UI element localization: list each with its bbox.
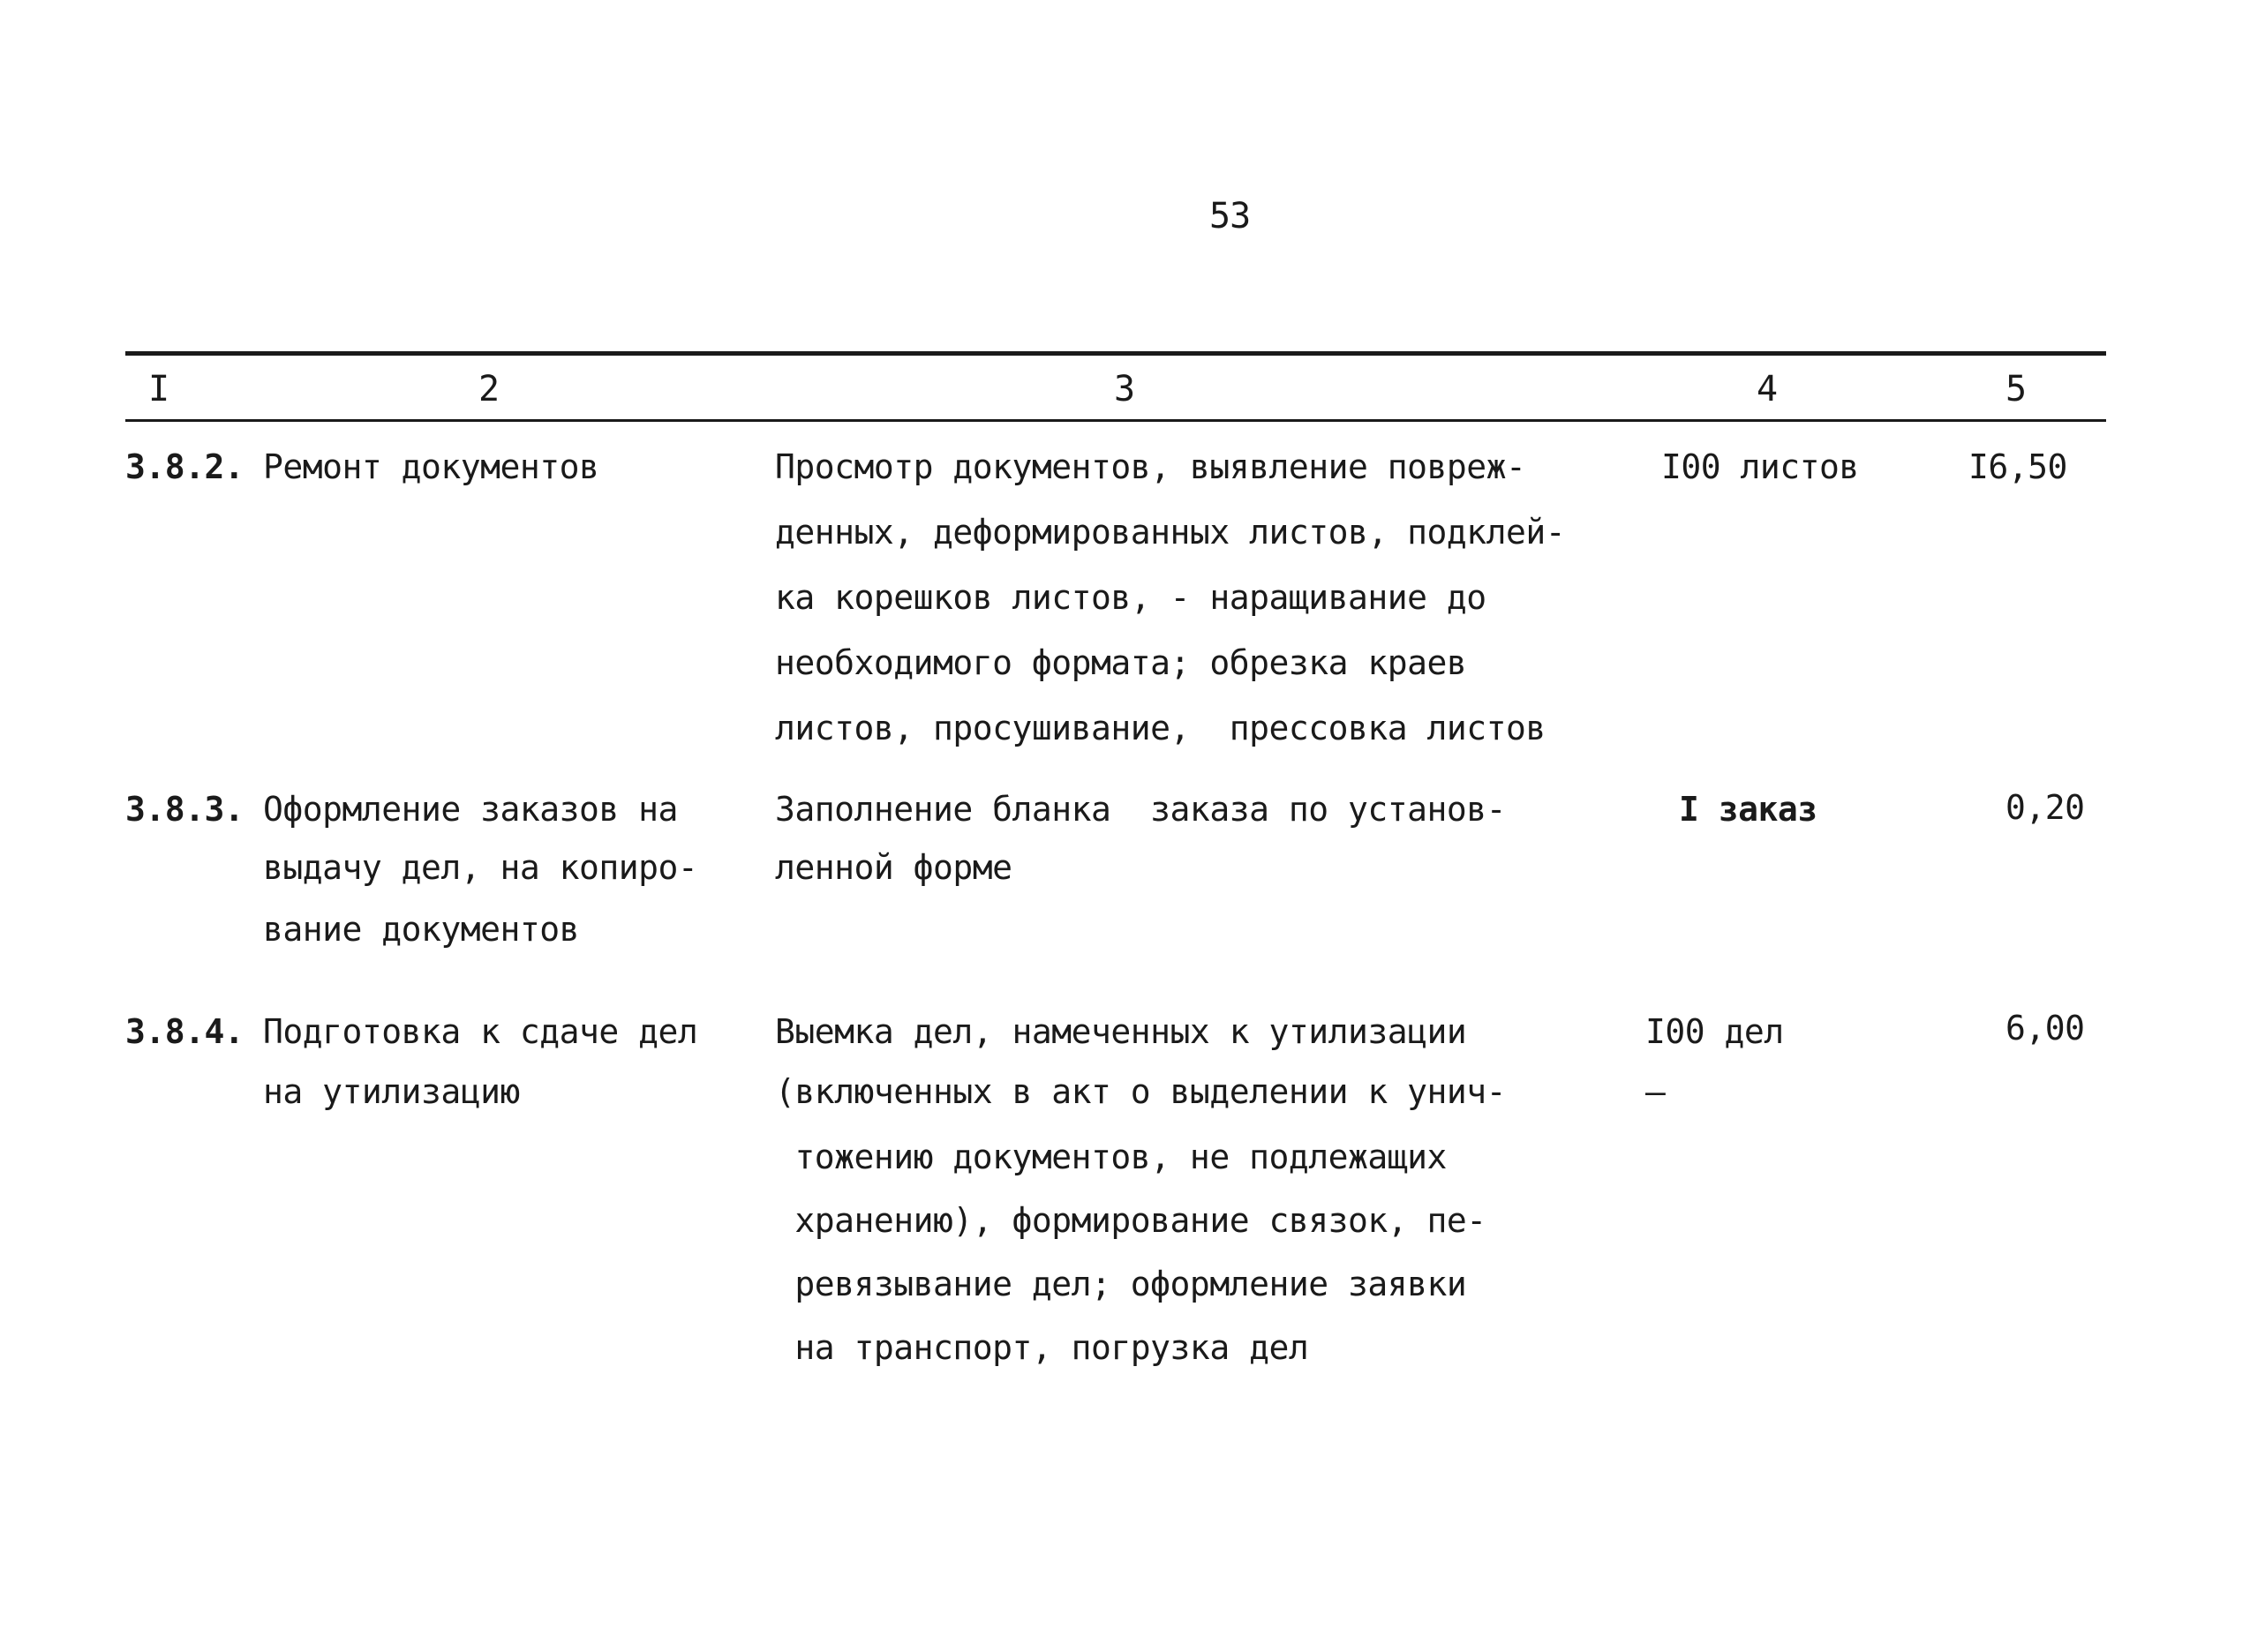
column-header-2: 2 [478, 369, 500, 409]
row-unit-extra: – [1645, 1072, 1666, 1111]
row-content-line: Заполнение бланка заказа по установ- [775, 790, 1506, 829]
column-header-1: I [148, 369, 170, 409]
row-norm: 0,20 [2005, 788, 2085, 827]
row-content-line: ка корешков листов, - наращивание до [775, 578, 1486, 617]
row-name-line: вание документов [263, 910, 580, 949]
row-code: 3.8.4. [125, 1012, 245, 1051]
column-header-4: 4 [1757, 369, 1779, 409]
row-name-line: Ремонт документов [263, 447, 599, 486]
row-content-line: ленной форме [775, 848, 1012, 887]
row-name-line: Подготовка к сдаче дел [263, 1012, 698, 1051]
row-unit: I00 листов [1661, 447, 1859, 486]
row-name-line: выдачу дел, на копиро- [263, 848, 698, 887]
page-number: 53 [1209, 196, 1251, 237]
row-content-line: на транспорт, погрузка дел [775, 1328, 1309, 1367]
row-content-line: Выемка дел, намеченных к утилизации [775, 1012, 1467, 1051]
row-content-line: необходимого формата; обрезка краев [775, 643, 1467, 682]
row-name-line: на утилизацию [263, 1072, 520, 1111]
row-content-line: (включенных в акт о выделении к унич- [775, 1072, 1506, 1111]
row-code: 3.8.3. [125, 790, 245, 829]
row-code: 3.8.2. [125, 447, 245, 486]
row-content-line: денных, деформированных листов, подклей- [775, 513, 1566, 552]
row-content-line: тожению документов, не подлежащих [775, 1138, 1447, 1176]
row-content-line: листов, просушивание, прессовка листов [775, 709, 1546, 747]
row-unit: I заказ [1679, 790, 1817, 829]
row-content-line: Просмотр документов, выявление повреж- [775, 447, 1526, 486]
row-norm: 6,00 [2005, 1009, 2085, 1048]
row-unit: I00 дел [1645, 1012, 1784, 1051]
row-content-line: ревязывание дел; оформление заявки [775, 1265, 1467, 1303]
table-top-rule [125, 351, 2106, 356]
column-header-5: 5 [2005, 369, 2028, 409]
column-header-3: 3 [1114, 369, 1136, 409]
row-norm: I6,50 [1968, 447, 2067, 486]
table-header-rule [125, 419, 2106, 422]
row-content-line: хранению), формирование связок, пе- [775, 1201, 1486, 1240]
row-name-line: Оформление заказов на [263, 790, 678, 829]
